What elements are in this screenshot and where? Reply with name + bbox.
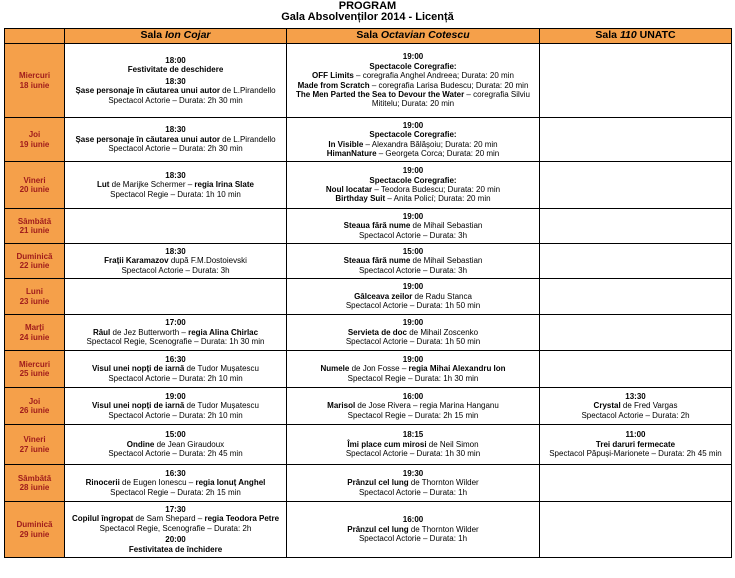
event-time: 15:00 bbox=[402, 246, 424, 256]
event-text: după F.M.Dostoievski bbox=[168, 256, 247, 266]
day-name: Miercuri bbox=[18, 359, 51, 369]
event-line bbox=[287, 364, 539, 373]
event-text: de Tudor Mușatescu bbox=[184, 364, 260, 374]
event-line bbox=[287, 478, 539, 487]
day-name: Marți bbox=[24, 323, 45, 333]
event-line bbox=[65, 86, 286, 95]
event-text: Spectacol Actorie – Durata: 2h 30 min bbox=[108, 95, 243, 105]
event-line bbox=[65, 449, 286, 458]
event-time: 18:30 bbox=[165, 76, 186, 86]
event-block bbox=[287, 354, 539, 384]
schedule-row bbox=[5, 244, 732, 279]
schedule-row bbox=[5, 44, 732, 118]
schedule-row bbox=[5, 209, 732, 244]
day-name: Vineri bbox=[23, 175, 46, 185]
schedule-row bbox=[5, 279, 732, 315]
event-text: Spectacol Actorie – Durata: 3h bbox=[358, 230, 468, 240]
venue-cell bbox=[287, 244, 540, 279]
event-time: 13:30 bbox=[625, 391, 646, 401]
event-line bbox=[287, 149, 539, 158]
venue-cell bbox=[65, 118, 287, 162]
event-block bbox=[287, 429, 539, 459]
event-block bbox=[287, 281, 539, 311]
day-cell bbox=[5, 44, 65, 118]
event-block bbox=[65, 429, 286, 459]
event-line bbox=[65, 96, 286, 105]
event-line bbox=[287, 401, 539, 410]
event-text: – Georgeta Corca; Durata: 20 min bbox=[376, 148, 500, 158]
venue-cell bbox=[540, 315, 732, 351]
event-line bbox=[540, 401, 731, 410]
venue-cell bbox=[65, 465, 287, 502]
event-text-bold: Ondine bbox=[126, 439, 155, 449]
event-time: 19:30 bbox=[402, 468, 424, 478]
event-time: 16:30 bbox=[165, 354, 186, 364]
event-text-bold: Steaua fără nume bbox=[343, 256, 411, 266]
column-header-110-unatc bbox=[540, 29, 732, 44]
venue-cell bbox=[540, 209, 732, 244]
program-subtitle: Gala Absolvenților 2014 - Licență bbox=[281, 11, 454, 23]
event-time: 16:30 bbox=[165, 468, 186, 478]
event-text-bold: Spectacole Coregrafie: bbox=[369, 130, 457, 140]
event-time: 11:00 bbox=[625, 430, 646, 440]
event-text: de Jose Rivera – regia Marina Hanganu bbox=[355, 401, 499, 411]
event-text: de Neil Simon bbox=[426, 439, 479, 449]
day-date: 24 iunie bbox=[19, 332, 50, 342]
event-text: de L.Pirandello bbox=[219, 86, 276, 96]
event-text-bold: regia Irina Slate bbox=[194, 180, 254, 190]
event-text-bold: Servieta de doc bbox=[347, 327, 407, 337]
schedule-row bbox=[5, 388, 732, 425]
event-text-bold: Prânzul cel lung bbox=[347, 524, 409, 534]
event-line bbox=[65, 180, 286, 189]
day-name: Luni bbox=[26, 287, 43, 297]
event-text: de Tudor Mușatescu bbox=[184, 401, 260, 411]
event-text: Spectacol Actorie – Durata: 2h bbox=[581, 410, 690, 420]
event-block bbox=[65, 124, 286, 154]
event-text-bold: Festivitate de deschidere bbox=[127, 65, 224, 75]
event-line bbox=[287, 99, 539, 108]
event-text-bold: Spectacole Coregrafie: bbox=[369, 61, 457, 71]
venue-cell bbox=[65, 315, 287, 351]
event-line bbox=[287, 140, 539, 149]
day-name: Joi bbox=[28, 130, 41, 140]
event-block bbox=[65, 317, 286, 347]
event-text-bold: The Men Parted the Sea to Devour the Water bbox=[296, 89, 465, 99]
event-block bbox=[287, 120, 539, 160]
event-time: 18:15 bbox=[402, 430, 424, 440]
event-text-bold: Gâlceava zeilor bbox=[354, 291, 413, 301]
day-date: 26 iunie bbox=[19, 406, 50, 415]
event-text-bold: Festivitatea de închidere bbox=[128, 544, 223, 554]
day-cell bbox=[5, 502, 65, 558]
event-text: Spectacol Regie, Scenografie – Durata: 2h bbox=[99, 523, 252, 533]
corner-cell bbox=[5, 29, 65, 44]
event-text-bold: Numele bbox=[320, 364, 350, 374]
event-time: 18:30 bbox=[165, 125, 186, 135]
event-line bbox=[65, 190, 286, 199]
event-line bbox=[65, 135, 286, 144]
event-block bbox=[65, 468, 286, 498]
day-name: Duminică bbox=[16, 520, 53, 530]
venue-cell bbox=[287, 388, 540, 425]
event-block bbox=[65, 246, 286, 276]
venue-cell bbox=[65, 209, 287, 244]
venue-cell bbox=[540, 118, 732, 162]
venue-cell bbox=[540, 244, 732, 279]
event-line bbox=[287, 130, 539, 139]
event-time: 19:00 bbox=[402, 282, 424, 292]
event-text: Spectacol Actorie – Durata: 1h 30 min bbox=[345, 449, 481, 459]
day-date: 29 iunie bbox=[19, 529, 50, 539]
day-date: 23 iunie bbox=[19, 296, 50, 306]
venue-cell bbox=[540, 502, 732, 558]
event-text-bold: regia Ionuț Anghel bbox=[195, 478, 266, 488]
event-text: de Jez Butterworth – bbox=[110, 327, 189, 337]
event-text: Spectacol Actorie – Durata: 2h 30 min bbox=[108, 144, 243, 154]
event-block bbox=[65, 354, 286, 384]
event-text: de Mihail Sebastian bbox=[410, 221, 483, 231]
event-line bbox=[287, 301, 539, 310]
event-text: de Marijke Schermer – bbox=[109, 180, 195, 190]
event-block bbox=[65, 55, 286, 76]
event-line bbox=[287, 534, 539, 543]
venue-cell bbox=[65, 502, 287, 558]
column-header-prefix: Sala bbox=[595, 29, 620, 42]
event-line bbox=[65, 411, 286, 420]
event-text: Spectacol Actorie – Durata: 3h bbox=[358, 265, 468, 275]
event-text: Spectacol Regie – Durata: 1h 30 min bbox=[347, 373, 479, 383]
event-line bbox=[65, 144, 286, 153]
event-text-bold: Rinocerii bbox=[85, 478, 120, 488]
event-text: de Mihail Zoscenko bbox=[406, 327, 479, 337]
day-cell bbox=[5, 388, 65, 425]
event-block bbox=[287, 391, 539, 421]
day-date: 19 iunie bbox=[19, 139, 50, 149]
venue-cell bbox=[65, 351, 287, 388]
event-block bbox=[65, 170, 286, 200]
venue-cell bbox=[287, 279, 540, 315]
event-text: – coregrafia Anghel Andreea; Durata: 20 min bbox=[353, 71, 514, 81]
event-line bbox=[287, 81, 539, 90]
event-text: de Thornton Wilder bbox=[408, 524, 479, 534]
event-text-bold: OFF Limits bbox=[312, 71, 354, 81]
day-name: Duminică bbox=[16, 251, 53, 261]
event-line bbox=[287, 292, 539, 301]
event-line bbox=[287, 449, 539, 458]
day-cell bbox=[5, 279, 65, 315]
event-text-bold: Îmi place cum mirosi bbox=[347, 439, 427, 449]
event-text-bold: regia Alina Chirlac bbox=[188, 327, 259, 337]
event-text: Spectacol Regie – Durata: 2h 15 min bbox=[347, 410, 479, 420]
event-text-bold: Marisol bbox=[327, 401, 356, 411]
event-line bbox=[287, 231, 539, 240]
venue-cell bbox=[287, 315, 540, 351]
day-date: 20 iunie bbox=[19, 185, 50, 194]
event-line bbox=[65, 256, 286, 265]
event-time: 19:00 bbox=[402, 52, 424, 62]
venue-cell bbox=[540, 162, 732, 209]
event-text-bold: Noul locatar bbox=[325, 185, 373, 194]
event-line bbox=[287, 90, 539, 99]
event-time: 20:00 bbox=[165, 535, 186, 545]
event-text-bold: HimanNature bbox=[326, 148, 377, 158]
day-date: 28 iunie bbox=[19, 483, 50, 492]
day-date: 21 iunie bbox=[19, 226, 50, 235]
day-date: 18 iunie bbox=[19, 80, 50, 90]
event-line bbox=[65, 364, 286, 373]
event-block bbox=[65, 76, 286, 106]
event-line bbox=[65, 440, 286, 449]
event-text: de Fred Vargas bbox=[620, 401, 678, 411]
event-line bbox=[65, 545, 286, 554]
day-cell bbox=[5, 118, 65, 162]
column-header-ion-cojar bbox=[65, 29, 287, 44]
event-text: de Sam Shepard – bbox=[133, 514, 205, 524]
event-text: – Teodora Budescu; Durata: 20 min bbox=[372, 185, 501, 194]
day-name: Miercuri bbox=[18, 71, 51, 81]
event-line bbox=[287, 440, 539, 449]
day-cell bbox=[5, 351, 65, 388]
event-text: – coregrafia Silviu bbox=[464, 89, 530, 99]
event-block bbox=[287, 514, 539, 544]
event-line bbox=[287, 337, 539, 346]
event-text: Spectacol Actorie – Durata: 1h 50 min bbox=[345, 337, 481, 347]
schedule-row bbox=[5, 162, 732, 209]
column-header-octavian-cotescu bbox=[287, 29, 540, 44]
event-block bbox=[287, 51, 539, 109]
venue-cell bbox=[65, 425, 287, 465]
event-block bbox=[287, 211, 539, 241]
event-line bbox=[65, 478, 286, 487]
venue-cell bbox=[287, 209, 540, 244]
event-text: de Jean Giraudoux bbox=[154, 439, 225, 449]
event-text: de Mihail Sebastian bbox=[410, 256, 483, 266]
event-text-bold: Birthday Suit bbox=[335, 194, 386, 204]
event-text: Spectacol Actorie – Durata: 2h 45 min bbox=[108, 449, 243, 459]
venue-cell bbox=[540, 465, 732, 502]
event-line bbox=[287, 328, 539, 337]
event-text-bold: Șase personaje în căutarea unui autor bbox=[75, 86, 220, 96]
venue-cell bbox=[540, 425, 732, 465]
day-cell bbox=[5, 209, 65, 244]
event-text-bold: Visul unei nopți de iarnă bbox=[91, 401, 185, 411]
event-line bbox=[65, 328, 286, 337]
event-text: Spectacol Regie – Durata: 1h 10 min bbox=[110, 189, 241, 199]
event-text-bold: Șase personaje în căutarea unui autor bbox=[75, 134, 220, 144]
event-block bbox=[65, 391, 286, 421]
event-line bbox=[287, 71, 539, 80]
event-time: 16:00 bbox=[402, 391, 424, 401]
column-header-prefix: Sala bbox=[356, 29, 381, 42]
event-text-bold: Lut bbox=[97, 180, 110, 190]
event-line bbox=[287, 525, 539, 534]
event-line bbox=[287, 176, 539, 185]
event-time: 18:30 bbox=[165, 170, 186, 180]
venue-cell bbox=[540, 351, 732, 388]
venue-cell bbox=[65, 388, 287, 425]
schedule-header-row bbox=[5, 29, 732, 44]
event-time: 15:00 bbox=[165, 430, 186, 440]
event-block bbox=[540, 429, 731, 459]
column-header-suffix: UNATC bbox=[636, 29, 676, 42]
schedule-row bbox=[5, 351, 732, 388]
column-header-name: 110 bbox=[619, 29, 637, 42]
schedule-row bbox=[5, 425, 732, 465]
program-header bbox=[0, 0, 735, 23]
column-header-prefix: Sala bbox=[140, 29, 165, 42]
event-line bbox=[65, 266, 286, 275]
event-line bbox=[540, 449, 731, 458]
event-text-bold: Prânzul cel lung bbox=[347, 478, 409, 488]
event-text-bold: Steaua fără nume bbox=[343, 221, 411, 231]
event-text-bold: In Visible bbox=[328, 139, 364, 149]
event-time: 19:00 bbox=[165, 391, 186, 401]
event-text: de Eugen Ionescu – bbox=[119, 478, 196, 488]
event-time: 19:00 bbox=[402, 318, 424, 328]
venue-cell bbox=[65, 244, 287, 279]
event-text-bold: Copilul îngropat bbox=[71, 514, 134, 524]
day-name: Vineri bbox=[23, 435, 46, 445]
event-text-bold: Spectacole Coregrafie: bbox=[369, 175, 457, 185]
event-text: – coregrafia Larisa Budescu; Durata: 20 min bbox=[369, 80, 529, 90]
venue-cell bbox=[540, 44, 732, 118]
event-line bbox=[65, 524, 286, 533]
event-text: – Alexandra Bălășoiu; Durata: 20 min bbox=[363, 139, 498, 149]
day-date: 22 iunie bbox=[19, 261, 50, 270]
day-cell bbox=[5, 315, 65, 351]
day-date: 27 iunie bbox=[19, 444, 50, 454]
event-line bbox=[287, 266, 539, 275]
event-line bbox=[540, 411, 731, 420]
event-text: de Thornton Wilder bbox=[408, 478, 479, 488]
event-line bbox=[287, 374, 539, 383]
event-line bbox=[287, 488, 539, 497]
event-time: 19:00 bbox=[402, 211, 424, 221]
event-time: 16:00 bbox=[402, 515, 424, 525]
event-block bbox=[287, 246, 539, 276]
event-text: Spectacol Actorie – Durata: 2h 10 min bbox=[108, 410, 243, 420]
event-text-bold: Trei daruri fermecate bbox=[595, 439, 676, 449]
event-line bbox=[65, 374, 286, 383]
event-text: Spectacol Actorie – Durata: 1h bbox=[358, 487, 468, 497]
venue-cell bbox=[287, 118, 540, 162]
event-line bbox=[287, 185, 539, 194]
event-block bbox=[287, 165, 539, 205]
event-line bbox=[65, 488, 286, 497]
venue-cell bbox=[287, 425, 540, 465]
day-name: Joi bbox=[28, 396, 41, 406]
event-text: Spectacol Actorie – Durata: 3h bbox=[121, 265, 230, 275]
event-text-bold: regia Mihai Alexandru Ion bbox=[408, 364, 506, 374]
venue-cell bbox=[65, 162, 287, 209]
venue-cell bbox=[65, 279, 287, 315]
event-block bbox=[540, 391, 731, 421]
event-line bbox=[65, 65, 286, 74]
schedule-row bbox=[5, 465, 732, 502]
column-header-name: Ion Cojar bbox=[165, 29, 211, 42]
event-time: 18:00 bbox=[165, 55, 186, 65]
event-text-bold: Crystal bbox=[593, 401, 621, 411]
event-time: 17:30 bbox=[165, 504, 186, 514]
event-text: Mititelu; Durata: 20 min bbox=[371, 99, 455, 109]
event-text: Spectacol Actorie – Durata: 1h 50 min bbox=[345, 301, 481, 311]
schedule-body bbox=[5, 44, 732, 558]
event-line bbox=[65, 337, 286, 346]
event-text-bold: regia Teodora Petre bbox=[204, 514, 280, 524]
event-line bbox=[65, 401, 286, 410]
event-text: – Anita Policí; Durata: 20 min bbox=[385, 194, 491, 204]
event-line bbox=[287, 62, 539, 71]
event-line bbox=[287, 411, 539, 420]
schedule-row bbox=[5, 118, 732, 162]
event-block bbox=[65, 504, 286, 534]
day-cell bbox=[5, 465, 65, 502]
column-header-name: Octavian Cotescu bbox=[380, 29, 470, 42]
event-text-bold: Made from Scratch bbox=[297, 80, 370, 90]
venue-cell bbox=[540, 279, 732, 315]
event-text: Spectacol Regie, Scenografie – Durata: 1h 30 min bbox=[86, 337, 265, 347]
event-text: de Jon Fosse – bbox=[349, 364, 409, 374]
day-cell bbox=[5, 425, 65, 465]
day-name: Sâmbătă bbox=[17, 473, 52, 483]
event-block bbox=[287, 317, 539, 347]
venue-cell bbox=[287, 351, 540, 388]
schedule-table bbox=[4, 28, 732, 558]
venue-cell bbox=[65, 44, 287, 118]
venue-cell bbox=[540, 388, 732, 425]
day-cell bbox=[5, 162, 65, 209]
event-text-bold: Visul unei nopți de iarnă bbox=[91, 364, 185, 374]
schedule-row bbox=[5, 502, 732, 558]
day-name: Sâmbătă bbox=[17, 216, 52, 226]
event-line bbox=[287, 221, 539, 230]
event-text: de L.Pirandello bbox=[219, 134, 276, 144]
event-line bbox=[287, 256, 539, 265]
event-time: 19:00 bbox=[402, 120, 424, 130]
day-date: 25 iunie bbox=[19, 369, 50, 378]
event-line bbox=[287, 194, 539, 203]
venue-cell bbox=[287, 502, 540, 558]
event-line bbox=[540, 440, 731, 449]
event-text: Spectacol Păpuși-Marionete – Durata: 2h 45 min bbox=[549, 449, 722, 459]
event-text-bold: Râul bbox=[92, 327, 111, 337]
event-text: Spectacol Regie – Durata: 2h 15 min bbox=[110, 487, 241, 497]
event-block bbox=[65, 534, 286, 555]
schedule-row bbox=[5, 315, 732, 351]
event-line bbox=[65, 514, 286, 523]
event-text: Spectacol Actorie – Durata: 2h 10 min bbox=[108, 373, 243, 383]
event-text: Spectacol Actorie – Durata: 1h bbox=[358, 534, 468, 544]
venue-cell bbox=[287, 44, 540, 118]
event-text: de Radu Stanca bbox=[412, 291, 472, 301]
event-time: 19:00 bbox=[402, 354, 424, 364]
event-time: 19:00 bbox=[402, 166, 424, 176]
event-time: 18:30 bbox=[165, 246, 186, 256]
venue-cell bbox=[287, 162, 540, 209]
event-text-bold: Frații Karamazov bbox=[104, 256, 169, 266]
program-title: PROGRAM bbox=[338, 0, 397, 12]
day-cell bbox=[5, 244, 65, 279]
event-block bbox=[287, 468, 539, 498]
venue-cell bbox=[287, 465, 540, 502]
event-time: 17:00 bbox=[165, 318, 186, 328]
